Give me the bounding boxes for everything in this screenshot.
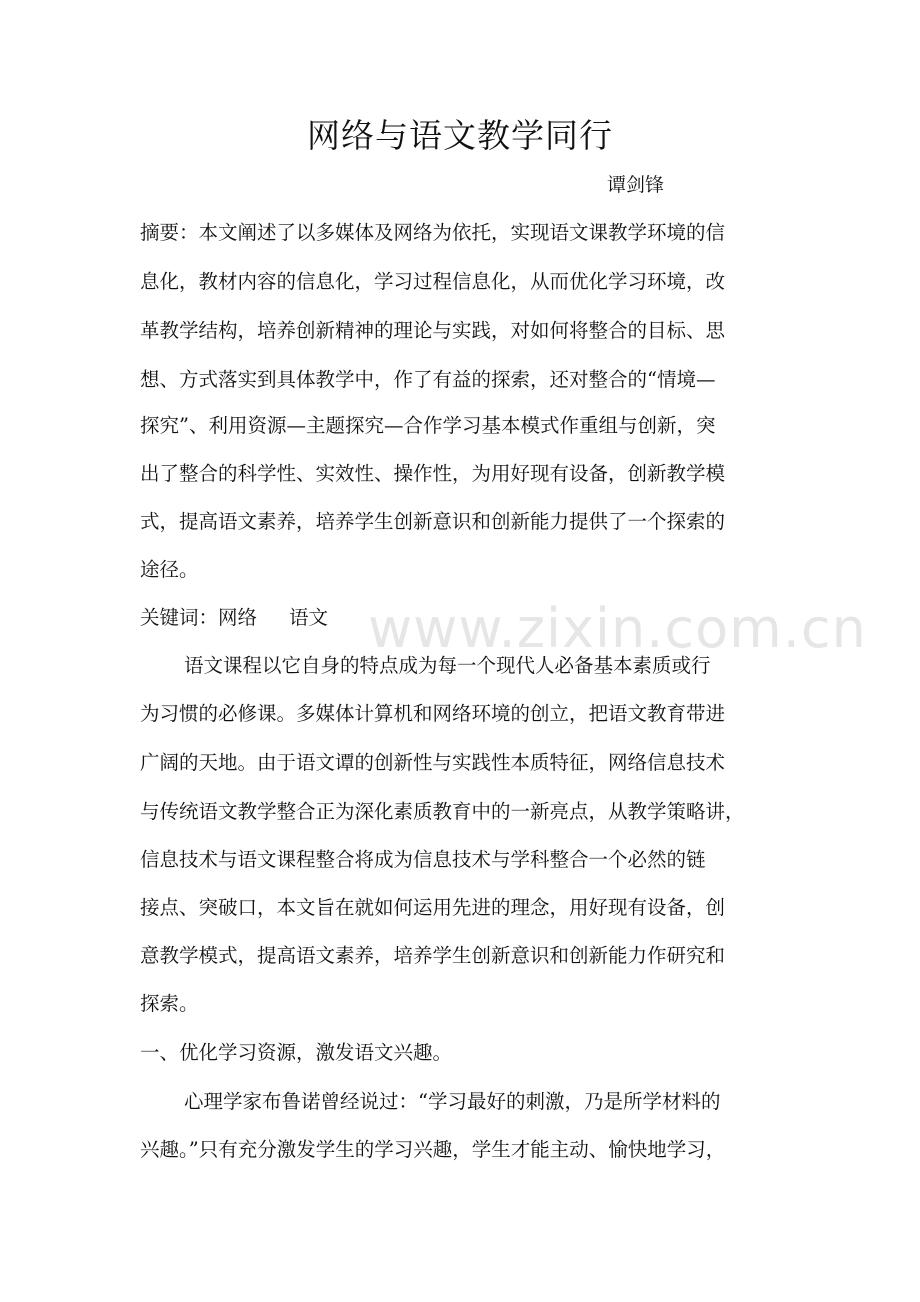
keyword: 网络 (218, 606, 258, 629)
paragraph-line: 与传统语文教学整合正为深化素质教育中的一新亮点，从教学策略讲， (140, 800, 745, 823)
watermark: www.zixin.com.cn (368, 597, 867, 660)
paragraph-line: 信息技术与语文课程整合将成为信息技术与学科整合一个必然的链 (140, 848, 706, 871)
abstract-line: 息化，教材内容的信息化，学习过程信息化，从而优化学习环境，改 (140, 270, 726, 293)
paragraph-line: 兴趣。”只有充分激发学生的学习兴趣，学生才能主动、愉快地学习， (140, 1138, 726, 1161)
paragraph-line: 广阔的天地。由于语文谭的创新性与实践性本质特征，网络信息技术 (140, 751, 726, 774)
abstract-line: 想、方式落实到具体教学中，作了有益的探索，还对整合的“情境— (140, 368, 716, 391)
section-heading: 一、优化学习资源，激发语文兴趣。 (140, 1041, 453, 1064)
paragraph-line: 心理学家布鲁诺曾经说过：“学习最好的刺激，乃是所学材料的 (184, 1090, 721, 1113)
abstract-line: 探究”、利用资源—主题探究—合作学习基本模式作重组与创新，突 (140, 414, 716, 437)
abstract-line: 途径。 (140, 558, 199, 581)
keywords-label: 关键词： (140, 606, 219, 629)
paragraph-line: 接点、突破口，本文旨在就如何运用先进的理念，用好现有设备，创 (140, 896, 726, 919)
paragraph-line: 探索。 (140, 992, 199, 1015)
keyword: 语文 (289, 606, 329, 629)
paragraph-line: 意教学模式，提高语文素养，培养学生创新意识和创新能力作研究和 (140, 944, 726, 967)
abstract-line: 式，提高语文素养，培养学生创新意识和创新能力提供了一个探索的 (140, 510, 726, 533)
paragraph-line: 语文课程以它自身的特点成为每一个现代人必备基本素质或行 (184, 654, 711, 677)
keywords-line (140, 603, 328, 633)
page-title: 网络与语文教学同行 (307, 116, 613, 155)
abstract-line: 革教学结构，培养创新精神的理论与实践，对如何将整合的目标、思 (140, 319, 726, 342)
author-name: 谭剑锋 (607, 174, 665, 196)
abstract-line: 出了整合的科学性、实效性、操作性，为用好现有设备，创新教学模 (140, 462, 726, 485)
abstract-line: 摘要：本文阐述了以多媒体及网络为依托，实现语文课教学环境的信 (140, 221, 726, 244)
paragraph-line: 为习惯的必修课。多媒体计算机和网络环境的创立，把语文教育带进 (140, 702, 726, 725)
